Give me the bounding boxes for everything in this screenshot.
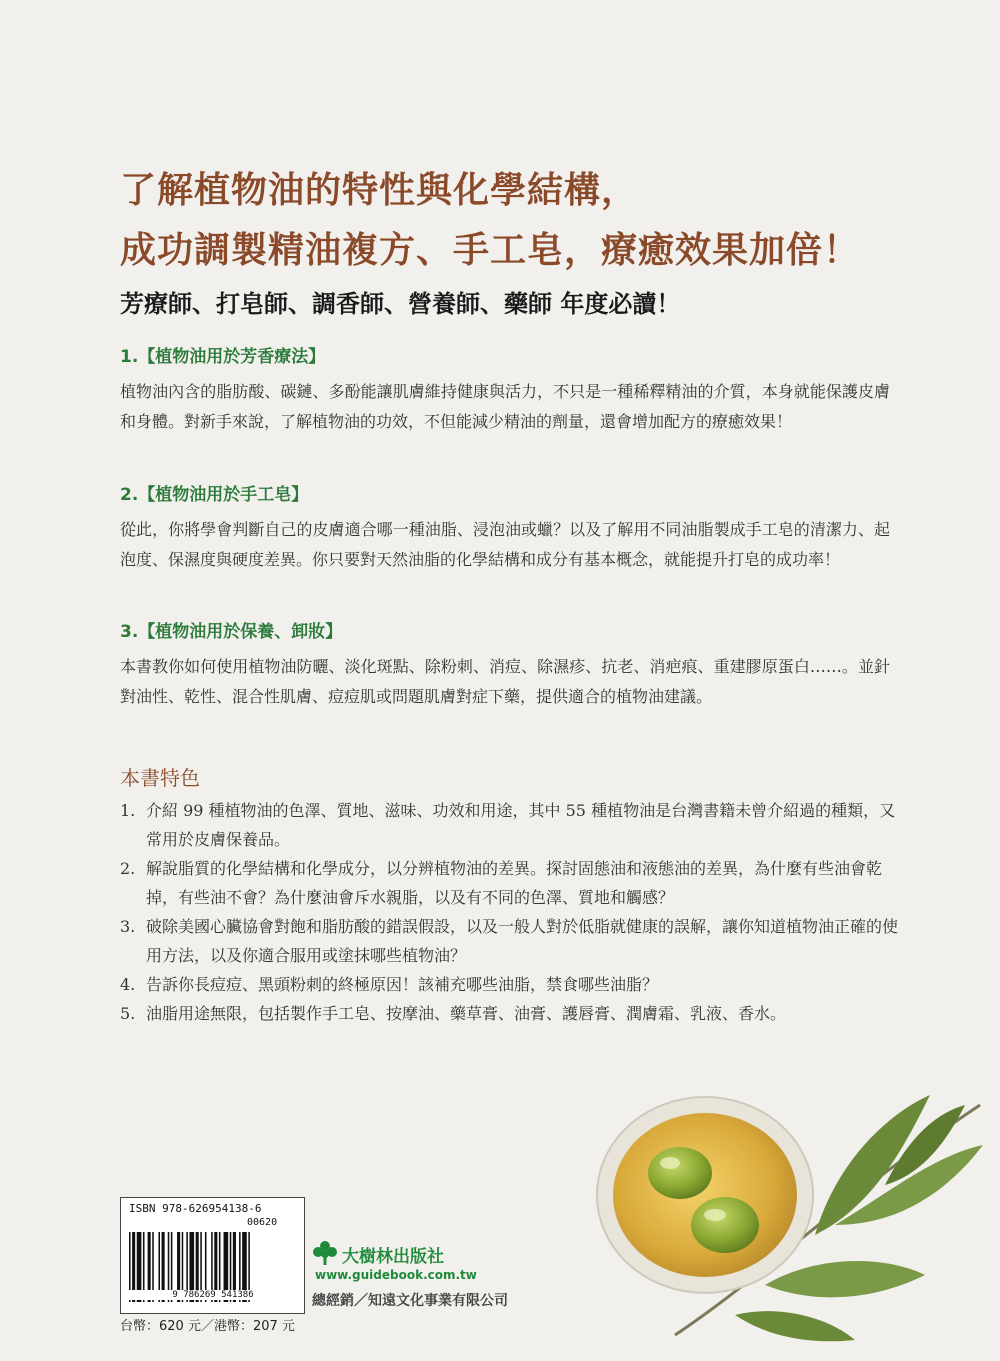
list-item	[120, 970, 900, 999]
section-body: 從此，你將學會判斷自己的皮膚適合哪一種油脂、浸泡油或蠟？以及了解用不同油脂製成手工皂的清潔力、起泡度、保濕度與硬度差異。你只要對天然油脂的化學結構和成分有基本概念，就能提升打皂的成功率！	[120, 520, 890, 569]
list-item	[120, 999, 900, 1028]
section-body: 植物油內含的脂肪酸、碳鏈、多酚能讓肌膚維持健康與活力，不只是一種稀釋精油的介質，本身就能保護皮膚和身體。對新手來說，了解植物油的功效，不但能減少精油的劑量，還會增加配方的療癒效果！	[120, 382, 890, 431]
list-item	[120, 912, 900, 970]
barcode	[120, 1197, 305, 1314]
item-number: 4.	[120, 975, 136, 994]
item-text: 告訴你長痘痘、黑頭粉刺的終極原因！該補充哪些油脂，禁食哪些油脂？	[146, 975, 659, 994]
tree-logo-icon	[312, 1240, 338, 1266]
item-number: 2.	[120, 859, 136, 878]
section-title: 1.【植物油用於芳香療法】	[120, 347, 326, 367]
features-list	[120, 796, 900, 1028]
item-text: 介紹 99 種植物油的色澤、質地、滋味、功效和用途，其中 55 種植物油是台灣書籍未曾介紹過的種類，又常用於皮膚保養品。	[146, 801, 896, 849]
section-title: 3.【植物油用於保養、卸妝】	[120, 622, 343, 642]
isbn-text: ISBN 978-626954138-6	[129, 1202, 262, 1215]
item-number: 3.	[120, 917, 136, 936]
item-number: 1.	[120, 801, 136, 820]
price-text: 台幣：620 元／港幣：207 元	[120, 1319, 295, 1334]
section-soap	[120, 480, 890, 575]
list-item	[120, 854, 900, 912]
section-aromatherapy	[120, 342, 890, 437]
publisher-url: www.guidebook.com.tw	[315, 1268, 477, 1282]
item-number: 5.	[120, 1004, 136, 1023]
features-title: 本書特色	[120, 766, 200, 790]
section-title: 2.【植物油用於手工皂】	[120, 485, 309, 505]
distributor-text: 總經銷／知遠文化事業有限公司	[312, 1293, 508, 1309]
item-text: 解說脂質的化學結構和化學成分，以分辨植物油的差異。探討固態油和液態油的差異，為什麼有些油會乾掉，有些油不會？為什麼油會斥水親脂，以及有不同的色澤、質地和觸感？	[146, 859, 883, 907]
barcode-digits: 9 786269 541386	[129, 1290, 297, 1300]
price-code: 00620	[247, 1217, 278, 1228]
tagline: 芳療師、打皂師、調香師、營養師、藥師 年度必讀！	[120, 290, 681, 318]
section-body: 本書教你如何使用植物油防曬、淡化斑點、除粉刺、消痘、除濕疹、抗老、消疤痕、重建膠原蛋白……。並針對油性、乾性、混合性肌膚、痘痘肌或問題肌膚對症下藥，提供適合的植物油建議。	[120, 657, 890, 706]
publisher-name: 大樹林出版社	[342, 1247, 444, 1267]
headline	[120, 160, 860, 280]
item-text: 破除美國心臟協會對飽和脂肪酸的錯誤假設，以及一般人對於低脂就健康的誤解，讓你知道植物油正確的使用方法，以及你適合服用或塗抹哪些植物油？	[146, 917, 899, 965]
item-text: 油脂用途無限，包括製作手工皂、按摩油、藥草膏、油膏、護唇膏、潤膚霜、乳液、香水。	[146, 1004, 787, 1023]
headline-line-2: 成功調製精油複方、手工皂，療癒效果加倍！	[120, 229, 861, 271]
headline-line-1: 了解植物油的特性與化學結構，	[120, 169, 639, 211]
section-skincare	[120, 617, 890, 712]
olive-oil-image	[585, 1085, 990, 1355]
list-item	[120, 796, 900, 854]
